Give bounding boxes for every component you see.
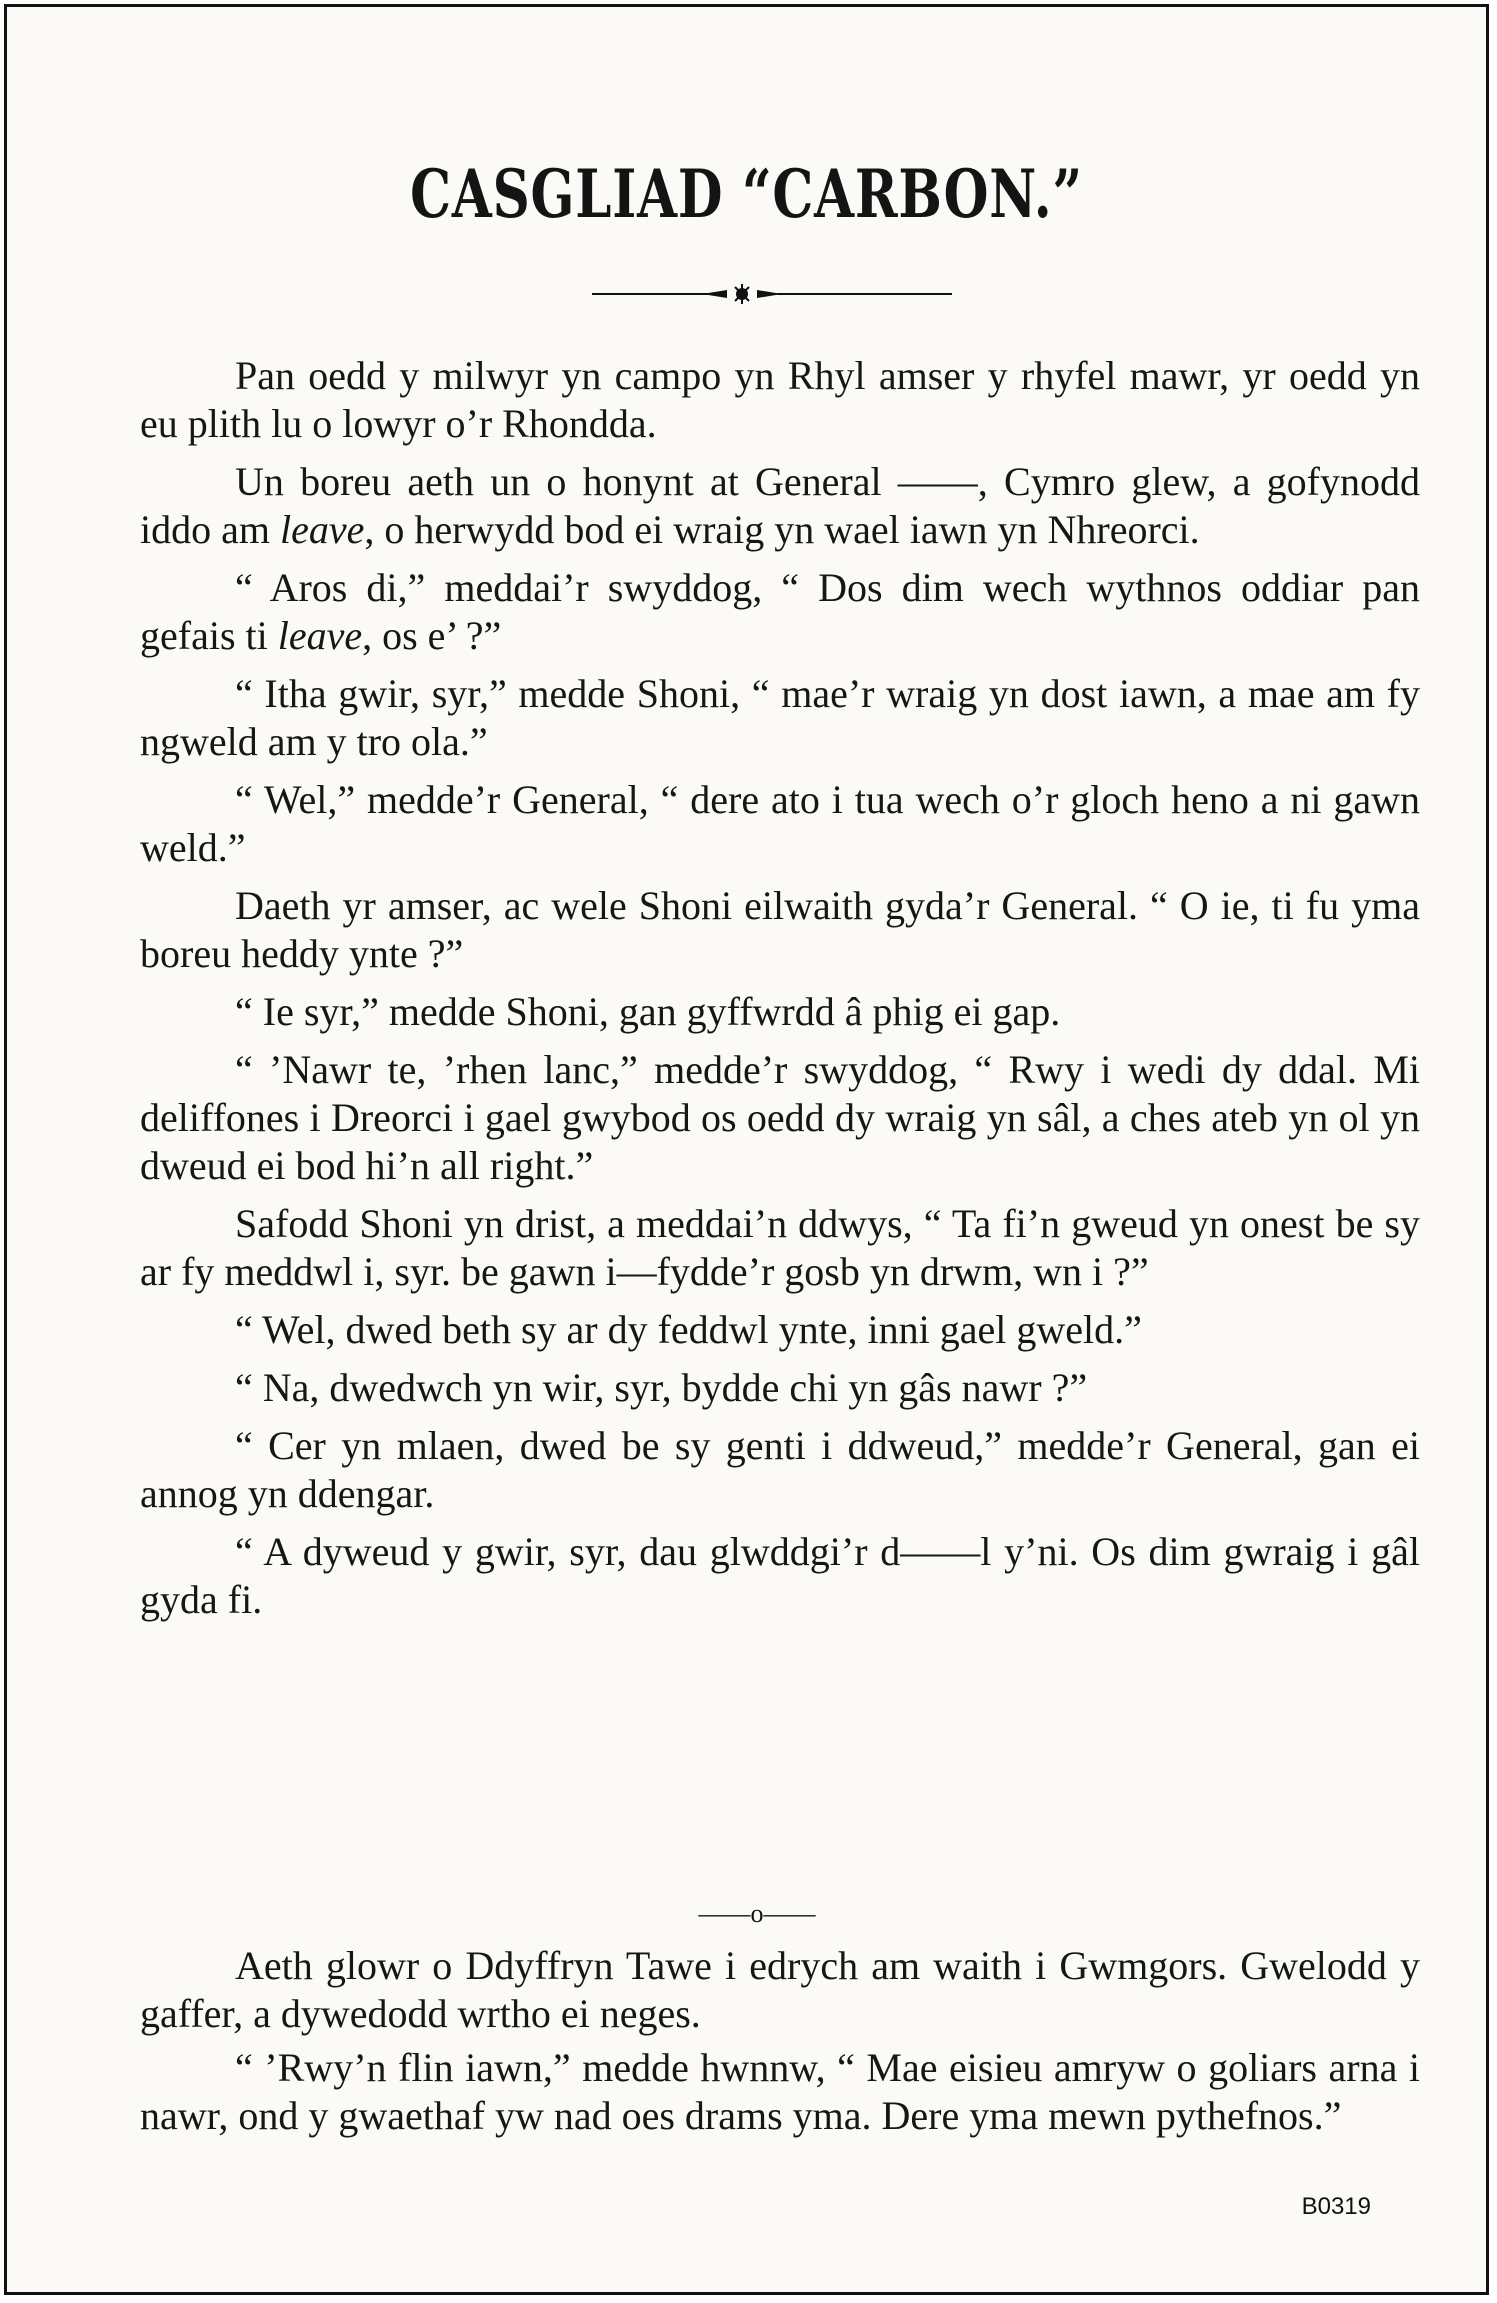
paragraph: Pan oedd y milwyr yn campo yn Rhyl amser y rhyfel mawr, yr oedd yn eu plith lu o lowyr o’r Rhondda. bbox=[140, 353, 1420, 446]
paragraph: “ Itha gwir, syr,” medde Shoni, “ mae’r wraig yn dost iawn, a mae am fy ngweld am y tro ola.” bbox=[140, 671, 1420, 764]
paragraph: “ Aros di,” meddai’r swyddog, “ Dos dim wech wythnos oddiar pan gefais ti leave, os e’ ?” bbox=[140, 565, 1420, 658]
paragraph: Aeth glowr o Ddyffryn Tawe i edrych am waith i Gwmgors. Gwelodd y gaffer, a dywedodd wrtho ei neges. bbox=[140, 1943, 1420, 2036]
paragraph: Daeth yr amser, ac wele Shoni eilwaith gyda’r General. “ O ie, ti fu yma boreu heddy ynte ?” bbox=[140, 883, 1420, 976]
paragraph: “ Na, dwedwch yn wir, syr, bydde chi yn gâs nawr ?” bbox=[235, 1365, 1088, 1410]
paragraph: “ Cer yn mlaen, dwed be sy genti i ddweud,” medde’r General, gan ei annog yn ddengar. bbox=[140, 1423, 1420, 1516]
paragraph: “ A dyweud y gwir, syr, dau glwddgi’r d——l y’ni. Os dim gwraig i gâl gyda fi. bbox=[140, 1529, 1420, 1622]
paragraph: Safodd Shoni yn drist, a meddai’n ddwys, “ Ta fi’n gweud yn onest be sy ar fy meddwl i, syr. be gawn i—fydde’r gosb yn drwm, wn i ?” bbox=[140, 1201, 1420, 1294]
paragraph: “ Ie syr,” medde Shoni, gan gyffwrdd â phig ei gap. bbox=[235, 989, 1061, 1034]
page-title: CASGLIAD “CARBON.” bbox=[410, 155, 1083, 233]
paragraph: “ Wel, dwed beth sy ar dy feddwl ynte, inni gael gweld.” bbox=[235, 1307, 1142, 1352]
paragraph: Un boreu aeth un o honynt at General ——, Cymro glew, a gofynodd iddo am leave, o herwydd bod ei wraig yn wael iawn yn Nhreorci. bbox=[140, 459, 1420, 552]
catalog-number: B0319 bbox=[1301, 2193, 1371, 2220]
page bbox=[4, 4, 1489, 2295]
ornament-divider-icon bbox=[592, 279, 952, 309]
section-separator: ——o—— bbox=[698, 1899, 816, 1928]
story-two bbox=[140, 1942, 1420, 2146]
paragraph: “ ’Rwy’n flin iawn,” medde hwnnw, “ Mae eisieu amryw o goliars arna i nawr, ond y gwaethaf yw nad oes drams yma. Dere yma mewn pythefnos.” bbox=[140, 2045, 1420, 2138]
paragraph: “ ’Nawr te, ’rhen lanc,” medde’r swyddog, “ Rwy i wedi dy ddal. Mi deliffones i Dreorci i gael gwybod os oedd dy wraig yn sâl, a ches ateb yn ol yn dweud ei bod hi’n all right.” bbox=[140, 1047, 1420, 1188]
story-one bbox=[140, 352, 1420, 1634]
paragraph: “ Wel,” medde’r General, “ dere ato i tua wech o’r gloch heno a ni gawn weld.” bbox=[140, 777, 1420, 870]
